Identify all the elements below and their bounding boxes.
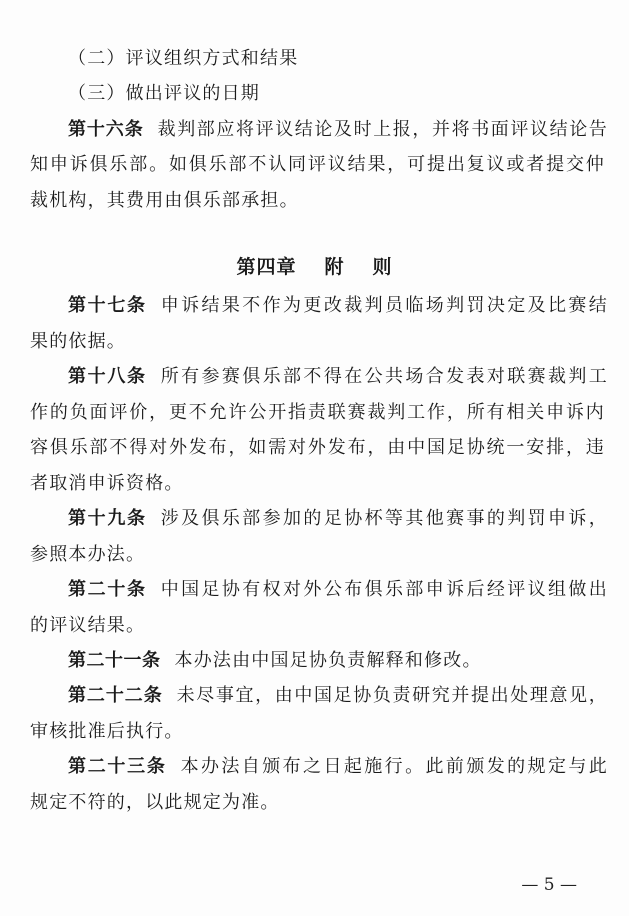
article-18-line-2 <box>30 401 605 425</box>
article-20-label: 第二十条 <box>68 579 147 600</box>
article-18-first-line <box>68 365 608 389</box>
article-19-first-line <box>68 507 608 531</box>
article-18-text-3: 容俱乐部不得对外发布，如需对外发布，由中国足协统一安排，违 <box>30 437 605 458</box>
article-22-first-line <box>68 684 608 708</box>
article-17-first-line <box>68 294 608 318</box>
article-16-line-3 <box>30 189 605 213</box>
article-20-line-2 <box>30 614 605 638</box>
article-19-text-2: 参照本办法。 <box>30 544 146 565</box>
article-16-first-line <box>68 118 608 142</box>
article-20-text-1: 中国足协有权对外公布俱乐部申诉后经评议组做出 <box>160 579 609 600</box>
article-19-text-1: 涉及俱乐部参加的足协杯等其他赛事的判罚申诉， <box>160 508 609 529</box>
article-16-text-2: 知申诉俱乐部。如俱乐部不认同评议结果，可提出复议或者提交仲 <box>30 154 605 175</box>
article-20-first-line <box>68 578 608 602</box>
article-21-first-line <box>68 649 608 673</box>
article-17-line-2 <box>30 330 605 354</box>
article-16-label: 第十六条 <box>68 119 144 140</box>
page-number: — 5 — <box>521 875 577 895</box>
article-23-first-line <box>68 755 608 779</box>
article-17-text-2: 果的依据。 <box>30 331 126 352</box>
article-22-line-2 <box>30 720 605 744</box>
chapter-number: 第四章 <box>236 256 297 278</box>
article-17-label: 第十七条 <box>68 295 147 316</box>
article-23-text-2: 规定不符的，以此规定为准。 <box>30 792 280 813</box>
list-item-text: （二）评议组织方式和结果 <box>68 48 299 69</box>
article-18-line-4 <box>30 472 605 496</box>
article-18-text-1: 所有参赛俱乐部不得在公共场合发表对联赛裁判工 <box>160 366 609 387</box>
list-item-text: （三）做出评议的日期 <box>68 83 260 104</box>
article-19-line-2 <box>30 543 605 567</box>
article-17-text-1: 申诉结果不作为更改裁判员临场判罚决定及比赛结 <box>160 295 609 316</box>
article-22-text-1: 未尽事宜，由中国足协负责研究并提出处理意见， <box>176 685 608 706</box>
article-23-label: 第二十三条 <box>68 756 167 777</box>
article-21-text-1: 本办法由中国足协负责解释和修改。 <box>174 650 482 671</box>
chapter-heading <box>0 255 629 279</box>
list-item-organization-method <box>68 47 608 71</box>
article-19-label: 第十九条 <box>68 508 147 529</box>
article-18-text-4: 者取消申诉资格。 <box>30 473 184 494</box>
article-22-label: 第二十二条 <box>68 685 163 706</box>
chapter-title-part1: 附 <box>324 256 345 278</box>
article-18-line-3 <box>30 436 605 460</box>
article-18-text-2: 作的负面评价，更不允许公开指责联赛裁判工作，所有相关申诉内 <box>30 402 605 423</box>
article-20-text-2: 的评议结果。 <box>30 615 146 636</box>
article-16-line-2 <box>30 153 605 177</box>
article-18-label: 第十八条 <box>68 366 147 387</box>
list-item-review-date <box>68 82 608 106</box>
article-22-text-2: 审核批准后执行。 <box>30 721 184 742</box>
article-23-line-2 <box>30 791 605 815</box>
article-23-text-1: 本办法自颁布之日起施行。此前颁发的规定与此 <box>180 756 608 777</box>
chapter-title-part2: 则 <box>372 256 393 278</box>
article-16-text-1: 裁判部应将评议结论及时上报，并将书面评议结论告 <box>157 119 608 140</box>
article-16-text-3: 裁机构，其费用由俱乐部承担。 <box>30 190 299 211</box>
article-21-label: 第二十一条 <box>68 650 161 671</box>
